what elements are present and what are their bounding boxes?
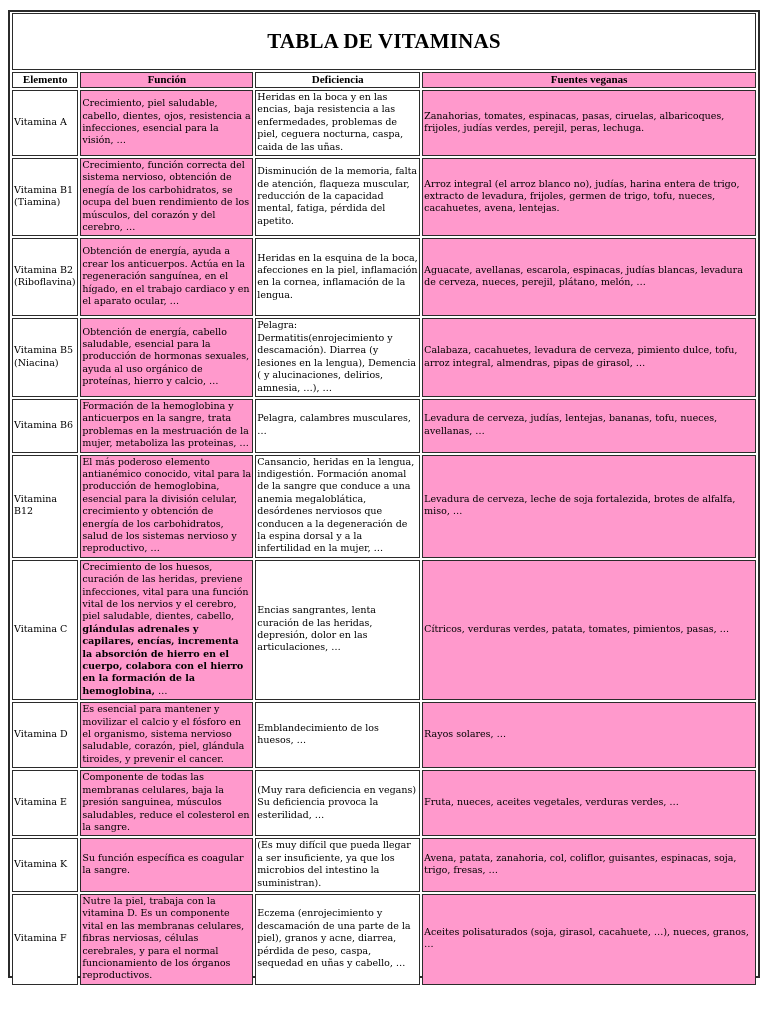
vitamin-table: [10, 70, 758, 987]
cell-fuentes: Fruta, nueces, aceites vegetales, verduras verdes, …: [422, 770, 756, 836]
page-title: TABLA DE VITAMINAS: [267, 29, 501, 53]
cell-deficiencia: Heridas en la boca y en las encias, baja resistencia a las enfermedades, problemas de piel, ceguera nocturna, caspa, caida de las uñas.: [255, 90, 420, 156]
cell-elemento: Vitamina B6: [12, 399, 78, 453]
cell-elemento: Vitamina A: [12, 90, 78, 156]
cell-funcion: El más poderoso elemento antianémico conocido, vital para la producción de hemoglobina, esencial para la división celular, crecimiento y obtención de energía de los carbohidratos, salud de los sistemas nervioso y reproductivo, …: [80, 455, 253, 558]
table-row: [12, 455, 756, 558]
header-elemento: Elemento: [12, 72, 78, 88]
table-row: [12, 399, 756, 453]
table-row: [12, 318, 756, 396]
cell-elemento: Vitamina D: [12, 702, 78, 768]
table-row: [12, 90, 756, 156]
cell-deficiencia: Disminución de la memoria, falta de atención, flaqueza muscular, reducción de la capacidad mental, fatiga, pérdida del apetito.: [255, 158, 420, 236]
funcion-tail-text: …: [154, 685, 168, 697]
cell-deficiencia: Pelagra: Dermatitis(enrojecimiento y descamación). Diarrea (y lesiones en la lengua), Demencia ( y alucinaciones, delirios, amnesia, …), …: [255, 318, 420, 396]
cell-deficiencia: (Muy rara deficiencia en vegans) Su deficiencia provoca la esterilidad, …: [255, 770, 420, 836]
cell-fuentes: Aceites polisaturados (soja, girasol, cacahuete, …), nueces, granos, …: [422, 894, 756, 985]
cell-funcion: [80, 560, 253, 700]
table-row: [12, 894, 756, 985]
cell-elemento: Vitamina B2 (Riboflavina): [12, 238, 78, 316]
cell-elemento: Vitamina F: [12, 894, 78, 985]
cell-fuentes: Calabaza, cacahuetes, levadura de cerveza, pimiento dulce, tofu, arroz integral, almendras, pipas de girasol, …: [422, 318, 756, 396]
cell-funcion: Es esencial para mantener y movilizar el calcio y el fósforo en el organismo, sistema nervioso saludable, corazón, piel, glándula tiroides, y prevenir el cancer.: [80, 702, 253, 768]
table-row: [12, 702, 756, 768]
cell-elemento: Vitamina B1 (Tiamina): [12, 158, 78, 236]
table-row: [12, 770, 756, 836]
cell-elemento: Vitamina K: [12, 838, 78, 892]
cell-funcion: Componente de todas las membranas celulares, baja la presión sanguinea, músculos saludables, reduce el colesterol en la sangre.: [80, 770, 253, 836]
cell-deficiencia: Pelagra, calambres musculares, …: [255, 399, 420, 453]
cell-fuentes: Zanahorias, tomates, espinacas, pasas, ciruelas, albaricoques, frijoles, judías verdes, perejil, peras, lechuga.: [422, 90, 756, 156]
table-row: [12, 158, 756, 236]
cell-elemento: Vitamina B5 (Niacina): [12, 318, 78, 396]
table-row: [12, 838, 756, 892]
cell-elemento: Vitamina E: [12, 770, 78, 836]
cell-deficiencia: Cansancio, heridas en la lengua, indigestión. Formación anomal de la sangre que conduce a una anemia megaloblática, desórdenes nerviosos que conducen a la degeneración de la espina dorsal y a la infertilidad en la mujer, …: [255, 455, 420, 558]
cell-deficiencia: Emblandecimiento de los huesos, …: [255, 702, 420, 768]
cell-funcion: Nutre la piel, trabaja con la vitamina D. Es un componente vital en las membranas celulares, fibras nerviosas, células cerebrales, y para el normal funcionamiento de los órganos reproductivos.: [80, 894, 253, 985]
cell-deficiencia: Encias sangrantes, lenta curación de las heridas, depresión, dolor en las articulaciones, …: [255, 560, 420, 700]
cell-funcion: Su función específica es coagular la sangre.: [80, 838, 253, 892]
title-box: [12, 13, 756, 70]
header-deficiencia: Deficiencia: [255, 72, 420, 88]
table-row: [12, 560, 756, 700]
header-row: [12, 72, 756, 88]
funcion-text: Crecimiento de los huesos, curación de las heridas, previene infecciones, vital para una función vital de los nervios y el cerebro, piel saludable, dientes, cabello,: [82, 561, 249, 623]
cell-fuentes: Avena, patata, zanahoria, col, coliflor, guisantes, espinacas, soja, trigo, fresas, …: [422, 838, 756, 892]
header-funcion: Función: [80, 72, 253, 88]
cell-elemento: Vitamina B12: [12, 455, 78, 558]
cell-deficiencia: Eczema (enrojecimiento y descamación de una parte de la piel), granos y acne, diarrea, pérdida de peso, caspa, sequedad en uñas y cabello, …: [255, 894, 420, 985]
cell-funcion: Formación de la hemoglobina y anticuerpos en la sangre, trata problemas en la mestruación de la mujer, metaboliza las proteinas, …: [80, 399, 253, 453]
header-fuentes: Fuentes veganas: [422, 72, 756, 88]
cell-fuentes: Aguacate, avellanas, escarola, espinacas, judías blancas, levadura de cerveza, nueces, perejil, plátano, melón, …: [422, 238, 756, 316]
cell-funcion: Obtención de energía, ayuda a crear los anticuerpos. Actúa en la regeneración sanguínea, en el hígado, en el trabajo cardiaco y en el aparato ocular, …: [80, 238, 253, 316]
cell-funcion: Crecimiento, función correcta del sistema nervioso, obtención de enegía de los carbohidratos, se ocupa del buen rendimiento de los músculos, del corazón y del cerebro, …: [80, 158, 253, 236]
cell-elemento: Vitamina C: [12, 560, 78, 700]
cell-deficiencia: Heridas en la esquina de la boca, afecciones en la piel, inflamación en la cornea, inflamación de la lengua.: [255, 238, 420, 316]
cell-fuentes: Cítricos, verduras verdes, patata, tomates, pimientos, pasas, …: [422, 560, 756, 700]
cell-funcion: Crecimiento, piel saludable, cabello, dientes, ojos, resistencia a infecciones, esencial para la visión, …: [80, 90, 253, 156]
cell-funcion: Obtención de energía, cabello saludable, esencial para la producción de hormonas sexuales, ayuda al uso orgánico de proteínas, hierro y calcio, …: [80, 318, 253, 396]
table-row: [12, 238, 756, 316]
cell-fuentes: Levadura de cerveza, judías, lentejas, bananas, tofu, nueces, avellanas, …: [422, 399, 756, 453]
cell-fuentes: Rayos solares, …: [422, 702, 756, 768]
cell-fuentes: Arroz integral (el arroz blanco no), judías, harina entera de trigo, extracto de levadura, frijoles, germen de trigo, tofu, nueces, cacahuetes, avena, lentejas.: [422, 158, 756, 236]
cell-fuentes: Levadura de cerveza, leche de soja fortalezida, brotes de alfalfa, miso, …: [422, 455, 756, 558]
vitamin-table-sheet: [8, 10, 760, 982]
funcion-bold-text: glándulas adrenales y capilares, encías, incrementa la absorción de hierro en el cuerpo, colabora con el hierro en la formación de la hemoglobina,: [82, 623, 244, 697]
cell-deficiencia: (Es muy difícil que pueda llegar a ser insuficiente, ya que los microbios del intestino la suministran).: [255, 838, 420, 892]
